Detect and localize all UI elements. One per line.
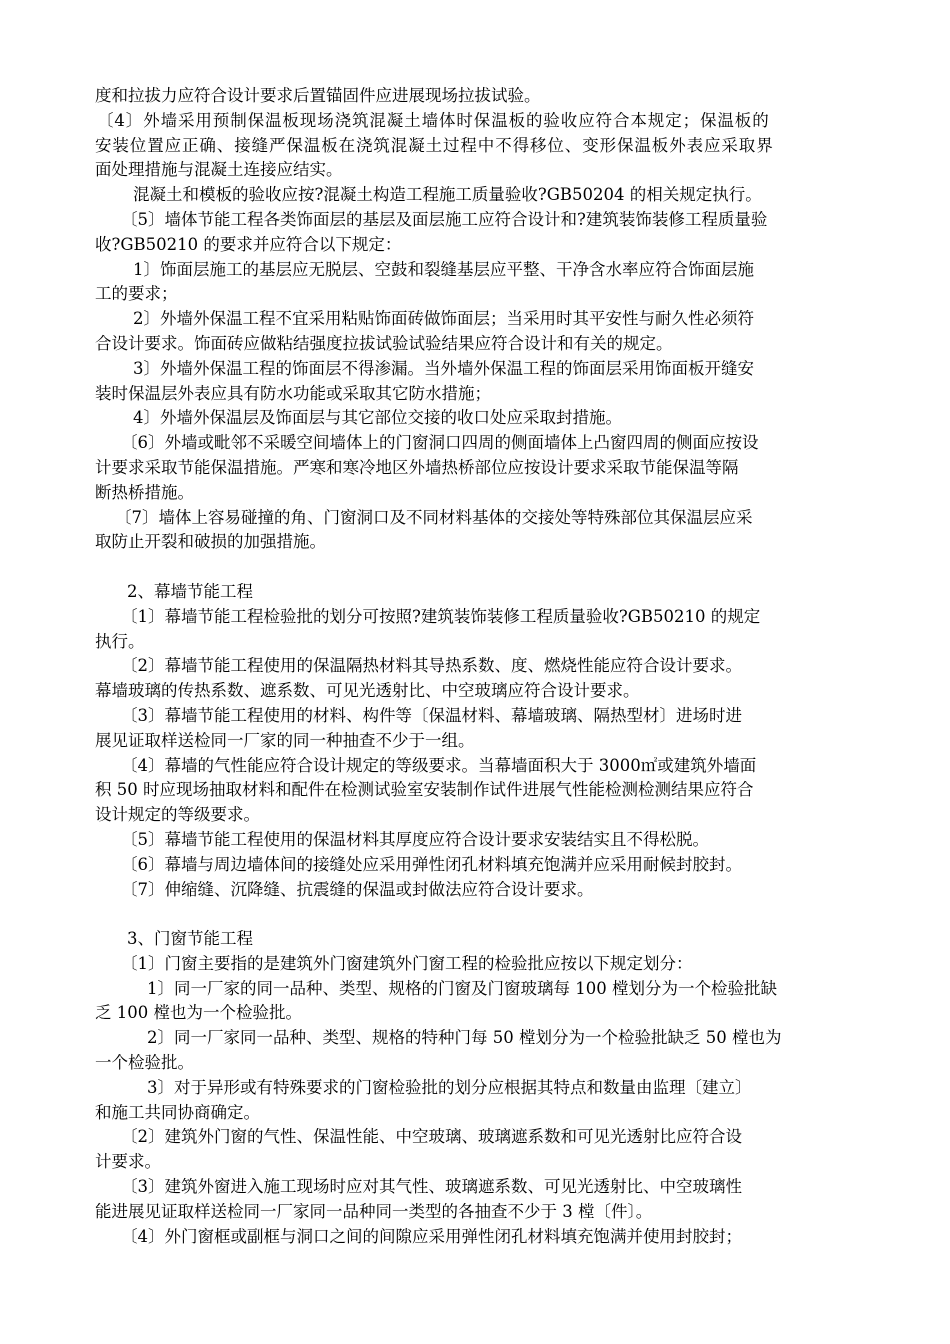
text-line: 〔4〕外门窗框或副框与洞口之间的间隙应采用弹性闭孔材料填充饱满并使用封胶封； xyxy=(121,1226,742,1246)
text-line: 能进展见证取样送检同一厂家同一品种同一类型的各抽查不少于 3 樘〔件〕。 xyxy=(95,1201,653,1221)
text-line: 〔3〕建筑外窗进入施工现场时应对其气性、玻璃遮系数、可见光透射比、中空玻璃性 xyxy=(121,1177,742,1197)
text-line: 1〕饰面层施工的基层应无脱层、空鼓和裂缝基层应平整、干净含水率应符合饰面层施 xyxy=(133,259,754,279)
text-line: 〔7〕墙体上容易碰撞的角、门窗洞口及不同材料基体的交接处等特殊部位其保温层应采 xyxy=(115,507,753,527)
text-line: 2〕外墙外保温工程不宜采用粘贴饰面砖做饰面层；当采用时其平安性与耐久性必须符 xyxy=(133,309,754,329)
text-line: 〔7〕伸缩缝、沉降缝、抗震缝的保温或封做法应符合设计要求。 xyxy=(121,879,594,899)
text-line: 安装位置应正确、接缝严保温板在浇筑混凝土过程中不得移位、变形保温板外表应采取界 xyxy=(95,135,774,155)
text-line: 收?GB50210 的要求并应符合以下规定： xyxy=(95,234,402,254)
text-line: 〔1〕幕墙节能工程检验批的划分可按照?建筑装饰装修工程质量验收?GB50210 的规定 xyxy=(121,606,761,626)
text-line: 展见证取样送检同一厂家的同一种抽查不少于一组。 xyxy=(95,730,475,750)
text-line: 一个检验批。 xyxy=(95,1053,194,1073)
text-line: 〔2〕幕墙节能工程使用的保温隔热材料其导热系数、度、燃烧性能应符合设计要求。 xyxy=(121,656,742,676)
text-line: 〔1〕门窗主要指的是建筑外门窗建筑外门窗工程的检验批应按以下规定划分： xyxy=(121,953,693,973)
text-line: 〔5〕墙体节能工程各类饰面层的基层及面层施工应符合设计和?建筑装饰装修工程质量验 xyxy=(121,209,768,229)
document-body xyxy=(95,84,860,1249)
section-heading: 2、幕墙节能工程 xyxy=(127,581,253,601)
text-line: 幕墙玻璃的传热系数、遮系数、可见光透射比、中空玻璃应符合设计要求。 xyxy=(95,681,640,701)
text-line: 2〕同一厂家同一品种、类型、规格的特种门每 50 樘划分为一个检验批缺乏 50 樘也为 xyxy=(147,1028,782,1048)
text-line: 乏 100 樘也为一个检验批。 xyxy=(95,1003,302,1023)
section-heading: 3、门窗节能工程 xyxy=(127,929,253,949)
text-line: 计要求。 xyxy=(95,1152,161,1172)
text-line: 〔4〕幕墙的气性能应符合设计规定的等级要求。当幕墙面积大于 3000㎡或建筑外墙面 xyxy=(121,755,757,775)
text-line: 1〕同一厂家的同一品种、类型、规格的门窗及门窗玻璃每 100 樘划分为一个检验批缺 xyxy=(147,978,777,998)
text-line: 装时保温层外表应具有防水功能或采取其它防水措施； xyxy=(95,383,491,403)
text-line: 〔6〕外墙或毗邻不采暖空间墙体上的门窗洞口四周的侧面墙体上凸窗四周的侧面应按设 xyxy=(121,433,759,453)
text-line: 工的要求； xyxy=(95,284,178,304)
text-line: 取防止开裂和破损的加强措施。 xyxy=(95,532,326,552)
text-line: 计要求采取节能保温措施。严寒和寒冷地区外墙热桥部位应按设计要求采取节能保温等隔 xyxy=(95,457,739,477)
text-line: 和施工共同协商确定。 xyxy=(95,1102,260,1122)
text-line: 〔5〕幕墙节能工程使用的保温材料其厚度应符合设计要求安装结实且不得松脱。 xyxy=(121,829,709,849)
text-line: 〔3〕幕墙节能工程使用的材料、构件等〔保温材料、幕墙玻璃、隔热型材〕进场时进 xyxy=(121,705,742,725)
text-line: 面处理措施与混凝土连接应结实。 xyxy=(95,160,343,180)
text-line: 断热桥措施。 xyxy=(95,482,194,502)
text-line: 积 50 时应现场抽取材料和配件在检测试验室安装制作试件进展气性能检测检测结果应符合 xyxy=(95,780,754,800)
text-line: 4〕外墙外保温层及饰面层与其它部位交接的收口处应采取封措施。 xyxy=(133,408,622,428)
paragraph-gap xyxy=(95,902,860,927)
text-line: 3〕外墙外保温工程的饰面层不得渗漏。当外墙外保温工程的饰面层采用饰面板开缝安 xyxy=(133,358,754,378)
paragraph-gap xyxy=(95,555,860,580)
text-line: 执行。 xyxy=(95,631,145,651)
text-line: 设计规定的等级要求。 xyxy=(95,805,260,825)
text-line: 合设计要求。饰面砖应做粘结强度拉拔试验试验结果应符合设计和有关的规定。 xyxy=(95,333,673,353)
text-line: 〔2〕建筑外门窗的气性、保温性能、中空玻璃、玻璃遮系数和可见光透射比应符合设 xyxy=(121,1127,742,1147)
text-line: 〔4〕外墙采用预制保温板现场浇筑混凝土墙体时保温板的验收应符合本规定；保温板的 xyxy=(97,110,770,130)
text-line: 〔6〕幕墙与周边墙体间的接缝处应采用弹性闭孔材料填充饱满并应采用耐候封胶封。 xyxy=(121,854,742,874)
text-line: 3〕对于异形或有特殊要求的门窗检验批的划分应根据其特点和数量由监理〔建立〕 xyxy=(147,1077,752,1097)
text-line: 混凝土和模板的验收应按?混凝土构造工程施工质量验收?GB50204 的相关规定执行。 xyxy=(133,185,762,205)
text-line: 度和拉拔力应符合设计要求后置锚固件应进展现场拉拔试验。 xyxy=(95,86,541,105)
